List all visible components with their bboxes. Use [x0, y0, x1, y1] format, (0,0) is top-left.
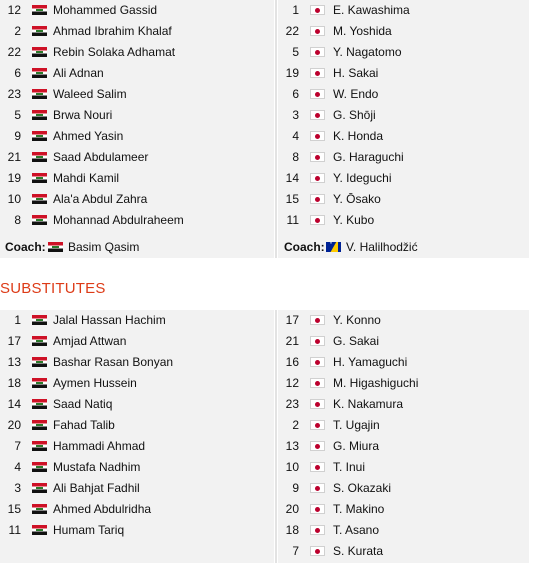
player-number: 23	[7, 87, 21, 101]
column-divider	[275, 0, 277, 258]
away-substitutes	[278, 310, 529, 563]
player-row	[278, 189, 529, 210]
player-number: 15	[7, 502, 21, 516]
japan-flag-icon	[310, 315, 325, 325]
japan-flag-icon	[310, 173, 325, 183]
player-name[interactable]: Hammadi Ahmad	[53, 439, 146, 453]
japan-flag-icon	[310, 357, 325, 367]
player-name[interactable]: W. Endo	[333, 87, 379, 101]
player-number: 22	[7, 45, 21, 59]
iraq-flag-icon	[32, 399, 47, 409]
away-lineup	[278, 0, 529, 258]
coach-name[interactable]: Basim Qasim	[68, 240, 140, 254]
japan-flag-icon	[310, 399, 325, 409]
player-name[interactable]: Humam Tariq	[53, 523, 125, 537]
player-row	[0, 373, 274, 394]
player-number: 10	[7, 192, 21, 206]
player-name[interactable]: Rebin Solaka Adhamat	[53, 45, 176, 59]
home-substitutes	[0, 310, 274, 563]
player-row	[0, 478, 274, 499]
iraq-flag-icon	[32, 131, 47, 141]
iraq-flag-icon	[32, 525, 47, 535]
player-row	[0, 84, 274, 105]
player-row	[278, 0, 529, 21]
player-number: 7	[292, 544, 299, 558]
player-row	[278, 168, 529, 189]
starting-lineups	[0, 0, 529, 258]
player-row	[0, 436, 274, 457]
player-number: 4	[14, 460, 21, 474]
player-name[interactable]: K. Honda	[333, 129, 384, 143]
japan-flag-icon	[310, 441, 325, 451]
player-number: 14	[7, 397, 21, 411]
iraq-flag-icon	[32, 215, 47, 225]
player-number: 6	[292, 87, 299, 101]
iraq-flag-icon	[32, 378, 47, 388]
player-row	[278, 63, 529, 84]
japan-flag-icon	[310, 131, 325, 141]
player-name[interactable]: Y. Konno	[333, 313, 381, 327]
column-divider	[275, 310, 277, 563]
player-name[interactable]: Aymen Hussein	[53, 376, 137, 390]
player-name[interactable]: Saad Natiq	[53, 397, 113, 411]
player-number: 18	[7, 376, 21, 390]
iraq-flag-icon	[32, 89, 47, 99]
player-number: 2	[292, 418, 299, 432]
player-number: 11	[8, 523, 21, 537]
player-row	[0, 42, 274, 63]
player-row	[0, 168, 274, 189]
player-name[interactable]: Y. Ōsako	[333, 192, 381, 206]
player-name[interactable]: Mohannad Abdulraheem	[53, 213, 184, 227]
japan-flag-icon	[310, 89, 325, 99]
player-name[interactable]: M. Higashiguchi	[333, 376, 419, 390]
player-row	[0, 499, 274, 520]
iraq-flag-icon	[32, 152, 47, 162]
player-row	[0, 457, 274, 478]
player-name[interactable]: S. Okazaki	[333, 481, 392, 495]
player-number: 20	[7, 418, 21, 432]
player-row	[0, 63, 274, 84]
coach-name[interactable]: V. Halilhodžić	[346, 240, 418, 254]
player-name[interactable]: Ahmed Abdulridha	[53, 502, 152, 516]
player-row	[0, 189, 274, 210]
player-row	[0, 126, 274, 147]
iraq-flag-icon	[32, 315, 47, 325]
player-name[interactable]: H. Yamaguchi	[333, 355, 408, 369]
bosnia-flag-icon	[326, 242, 341, 252]
japan-flag-icon	[310, 152, 325, 162]
player-row	[278, 457, 529, 478]
iraq-flag-icon	[32, 47, 47, 57]
player-number: 19	[7, 171, 21, 185]
player-number: 3	[14, 481, 21, 495]
japan-flag-icon	[310, 5, 325, 15]
player-row	[278, 42, 529, 63]
iraq-flag-icon	[32, 173, 47, 183]
player-number: 21	[285, 334, 299, 348]
player-name[interactable]: Y. Ideguchi	[333, 171, 392, 185]
player-name[interactable]: Mohammed Gassid	[53, 3, 158, 17]
player-name[interactable]: S. Kurata	[333, 544, 384, 558]
player-name[interactable]: Ali Adnan	[53, 66, 104, 80]
japan-flag-icon	[310, 47, 325, 57]
player-name[interactable]: Saad Abdulameer	[53, 150, 149, 164]
player-row	[278, 21, 529, 42]
iraq-flag-icon	[32, 504, 47, 514]
player-name[interactable]: Ali Bahjat Fadhil	[53, 481, 140, 495]
player-name[interactable]: G. Miura	[333, 439, 380, 453]
player-name[interactable]: Ahmad Ibrahim Khalaf	[53, 24, 172, 38]
player-row	[0, 21, 274, 42]
japan-flag-icon	[310, 462, 325, 472]
player-name[interactable]: H. Sakai	[333, 66, 379, 80]
substitutes-lineups	[0, 310, 529, 563]
japan-flag-icon	[310, 504, 325, 514]
player-number: 5	[292, 45, 299, 59]
player-name[interactable]: Y. Nagatomo	[333, 45, 402, 59]
iraq-flag-icon	[32, 194, 47, 204]
player-name[interactable]: T. Asano	[333, 523, 380, 537]
away-coach	[278, 237, 529, 258]
player-name[interactable]: Mustafa Nadhim	[53, 460, 141, 474]
player-name[interactable]: Mahdi Kamil	[53, 171, 120, 185]
japan-flag-icon	[310, 26, 325, 36]
player-name[interactable]: Waleed Salim	[53, 87, 127, 101]
player-row	[278, 541, 529, 562]
iraq-flag-icon	[32, 462, 47, 472]
player-number: 20	[285, 502, 299, 516]
player-name[interactable]: M. Yoshida	[333, 24, 392, 38]
iraq-flag-icon	[32, 441, 47, 451]
player-number: 23	[285, 397, 299, 411]
coach-label: Coach:	[5, 240, 46, 254]
player-number: 12	[7, 3, 21, 17]
player-row	[0, 520, 274, 541]
player-row	[278, 415, 529, 436]
player-number: 21	[7, 150, 21, 164]
player-row	[278, 373, 529, 394]
player-number: 15	[285, 192, 299, 206]
japan-flag-icon	[310, 68, 325, 78]
iraq-flag-icon	[32, 68, 47, 78]
player-name[interactable]: K. Nakamura	[333, 397, 404, 411]
player-row	[0, 210, 274, 231]
player-name[interactable]: G. Sakai	[333, 334, 380, 348]
player-row	[278, 520, 529, 541]
player-name[interactable]: Ala'a Abdul Zahra	[53, 192, 148, 206]
player-name[interactable]: E. Kawashima	[333, 3, 410, 17]
player-number: 22	[285, 24, 299, 38]
player-number: 4	[292, 129, 299, 143]
player-number: 3	[292, 108, 299, 122]
player-row	[278, 352, 529, 373]
player-number: 17	[285, 313, 299, 327]
player-row	[0, 147, 274, 168]
player-name[interactable]: G. Shōji	[333, 108, 376, 122]
coach-label: Coach:	[284, 240, 325, 254]
player-number: 1	[14, 313, 21, 327]
japan-flag-icon	[310, 420, 325, 430]
iraq-flag-icon	[32, 110, 47, 120]
player-number: 8	[14, 213, 21, 227]
player-number: 17	[7, 334, 21, 348]
player-row	[278, 84, 529, 105]
japan-flag-icon	[310, 215, 325, 225]
japan-flag-icon	[310, 525, 325, 535]
player-row	[278, 478, 529, 499]
player-row	[0, 105, 274, 126]
player-row	[278, 105, 529, 126]
player-number: 1	[292, 3, 299, 17]
player-number: 12	[285, 376, 299, 390]
player-name[interactable]: Ahmed Yasin	[53, 129, 124, 143]
iraq-flag-icon	[32, 483, 47, 493]
player-name[interactable]: G. Haraguchi	[333, 150, 404, 164]
player-number: 6	[14, 66, 21, 80]
player-row	[278, 331, 529, 352]
iraq-flag-icon	[32, 357, 47, 367]
player-name[interactable]: Y. Kubo	[333, 213, 375, 227]
player-row	[0, 331, 274, 352]
player-name[interactable]: T. Makino	[333, 502, 385, 516]
player-number: 7	[14, 439, 21, 453]
player-row	[278, 394, 529, 415]
player-name[interactable]: T. Inui	[333, 460, 366, 474]
iraq-flag-icon	[32, 336, 47, 346]
player-number: 13	[285, 439, 299, 453]
player-row	[0, 310, 274, 331]
iraq-flag-icon	[48, 242, 63, 252]
home-lineup	[0, 0, 274, 258]
player-number: 5	[14, 108, 21, 122]
player-row	[0, 352, 274, 373]
player-row	[278, 210, 529, 231]
iraq-flag-icon	[32, 5, 47, 15]
player-row	[278, 126, 529, 147]
player-row	[278, 147, 529, 168]
japan-flag-icon	[310, 546, 325, 556]
player-number: 13	[7, 355, 21, 369]
player-row	[278, 436, 529, 457]
player-number: 19	[285, 66, 299, 80]
substitutes-heading: SUBSTITUTES	[0, 280, 106, 297]
player-number: 9	[14, 129, 21, 143]
player-row	[278, 310, 529, 331]
iraq-flag-icon	[32, 26, 47, 36]
home-coach	[0, 237, 274, 258]
player-name[interactable]: Jalal Hassan Hachim	[53, 313, 166, 327]
player-name[interactable]: Fahad Talib	[53, 418, 115, 432]
player-row	[278, 499, 529, 520]
player-name[interactable]: Amjad Attwan	[53, 334, 127, 348]
player-number: 14	[285, 171, 299, 185]
japan-flag-icon	[310, 483, 325, 493]
japan-flag-icon	[310, 110, 325, 120]
player-number: 2	[14, 24, 21, 38]
japan-flag-icon	[310, 194, 325, 204]
player-row	[0, 394, 274, 415]
player-number: 11	[286, 213, 299, 227]
japan-flag-icon	[310, 378, 325, 388]
iraq-flag-icon	[32, 420, 47, 430]
player-name[interactable]: Brwa Nouri	[53, 108, 113, 122]
player-number: 16	[285, 355, 299, 369]
player-name[interactable]: T. Ugajin	[333, 418, 380, 432]
player-row	[0, 0, 274, 21]
player-number: 8	[292, 150, 299, 164]
player-number: 10	[285, 460, 299, 474]
player-number: 18	[285, 523, 299, 537]
japan-flag-icon	[310, 336, 325, 346]
player-name[interactable]: Bashar Rasan Bonyan	[53, 355, 174, 369]
player-number: 9	[292, 481, 299, 495]
player-row	[0, 415, 274, 436]
